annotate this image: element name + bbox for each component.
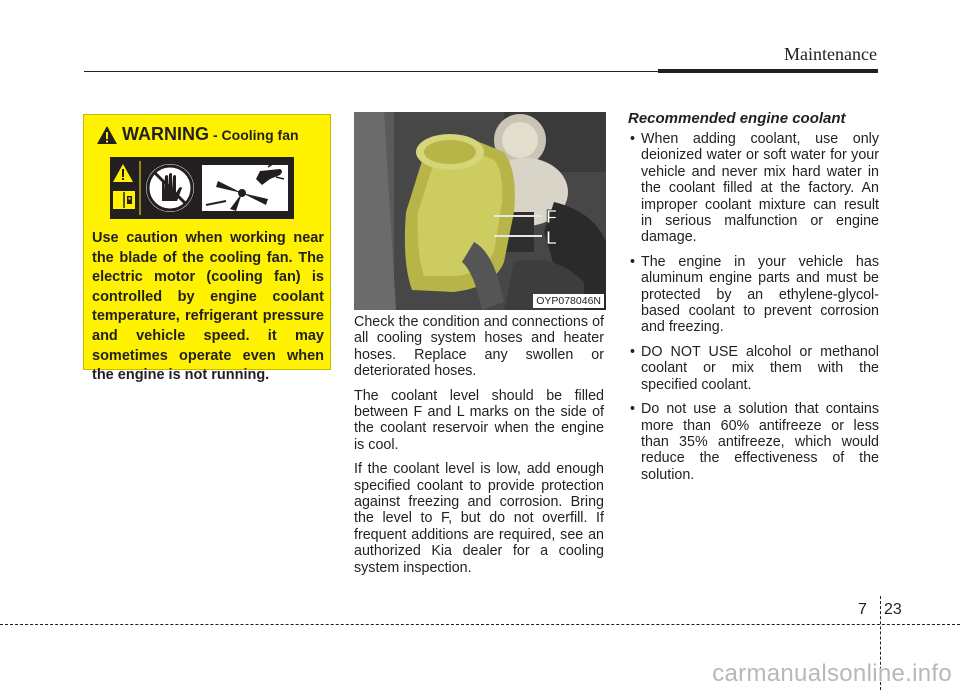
coolant-reservoir-photo — [354, 112, 606, 310]
warning-heading — [96, 124, 299, 145]
warning-box — [83, 114, 331, 384]
bullet-icon: • — [630, 401, 636, 418]
no-hand-icon — [146, 164, 194, 212]
manual-book-icon — [113, 191, 135, 209]
watermark: carmanualsonline.info — [712, 660, 952, 687]
low-mark-label: L — [546, 228, 557, 248]
warning-title: WARNING — [122, 124, 209, 144]
fan-hand-icon — [202, 163, 288, 211]
page-number: 23 — [884, 601, 902, 618]
warning-triangle-icon — [96, 125, 118, 145]
warning-triangle-icon — [113, 164, 133, 182]
paragraph-low-level: If the coolant level is low, add enough specified coolant to provide protection against freezing and corrosion. Bring the level to F, but do not overfill. If frequent additions are required, see an authorized Kia dealer for a cooling system inspection. — [354, 461, 604, 576]
warning-subtitle: - Cooling fan — [213, 126, 299, 143]
list-item: • When adding coolant, use only deionized water or soft water for your vehicle and never mix hard water in the coolant filled at the factory. An improper coolant mixture can result in serious malfunction or engine damage. — [630, 131, 879, 246]
warning-text: Use caution when working near the blade of the cooling fan. The electric motor (cooling fan) is controlled by engine coolant temperature, refrigerant pressure and vehicle speed. it may sometimes operate even when the engine is not running. — [92, 230, 324, 384]
paragraph-hoses: Check the condition and connections of all cooling system hoses and heater hoses. Replace any swollen or deteriorated hoses. — [354, 314, 604, 380]
bullet-icon: • — [630, 131, 636, 147]
bullet-icon: • — [630, 253, 636, 270]
page-header-title: Maintenance — [784, 44, 877, 64]
coolant-bullet-list — [628, 131, 879, 483]
header-rule — [84, 71, 660, 72]
paragraph-level: The coolant level should be filled between F and L marks on the side of the coolant reservoir when the engine is cool. — [354, 387, 604, 453]
footer-rule — [0, 624, 960, 625]
list-item: • Do not use a solution that contains more than 60% antifreeze or less than 35% antifreeze, which would reduce the effectiveness of the solution. — [630, 401, 879, 483]
photo-code: OYP078046N — [533, 294, 604, 308]
full-mark-label: F — [546, 207, 557, 227]
header-rule-accent — [658, 69, 878, 73]
bullet-icon: • — [630, 343, 636, 360]
chapter-number: 7 — [858, 601, 867, 618]
coolant-check-text — [354, 314, 604, 584]
recommended-coolant-section — [628, 110, 879, 491]
list-item: • DO NOT USE alcohol or methanol coolant or mix them with the specified coolant. — [630, 343, 879, 393]
warning-pictogram — [110, 157, 294, 219]
section-heading: Recommended engine coolant — [628, 110, 846, 127]
list-item: • The engine in your vehicle has aluminum engine parts and must be protected by an ethylene-glycol-based coolant to prevent corrosion and freezing. — [630, 253, 879, 336]
